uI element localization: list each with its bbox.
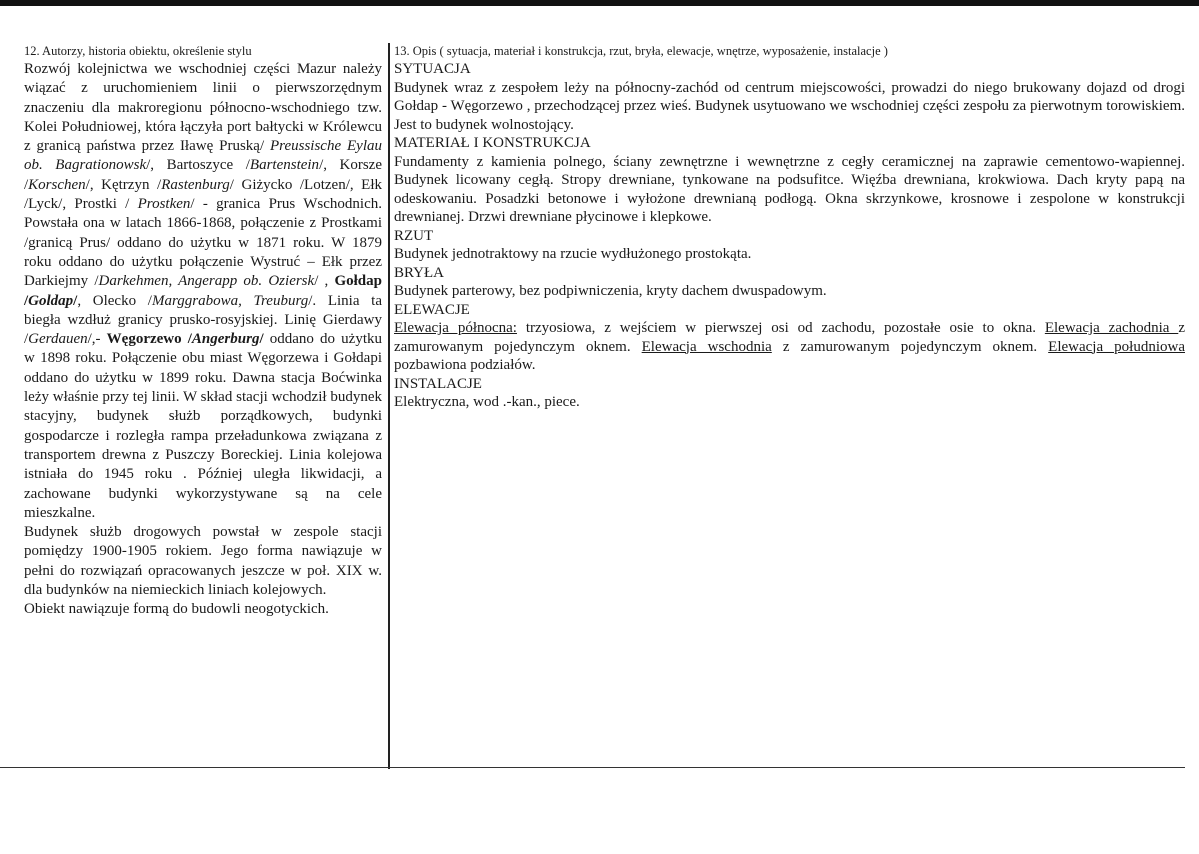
bottom-rule: [0, 767, 1185, 768]
text-run: /, Bartoszyce /: [146, 157, 250, 174]
place-name: Gerdauen: [28, 331, 88, 348]
place-name: Rastenburg: [161, 176, 230, 193]
section-text-material: Fundamenty z kamienia polnego, ściany zewnętrzne i wewnętrzne z cegły ceramicznej na zaprawie cementowo-wapiennej. Budynek licowany cegłą. Stropy drewniane, tynkowane na podsufitce. Więźba drewniana, krokwiowa. Dach kryty papą na odeskowaniu. Posadzki betonowe i wyłożone drewnianą podłogą. Okna skrzynkowe, krosnowe i zespolone w konstrukcji drewnianej. Drzwi drewniane płycinowe i klepkowe.: [394, 153, 1185, 225]
section-title-sytuacja: SYTUACJA: [394, 61, 471, 77]
text-run: / - granica Prus Wschodnich. Powstała ona w latach 1866-1868, połączenie z Prostkami /granicą Prus/ oddano do użytku w 1871 roku. W 1879 roku oddano do użytku połączenie Wystruć – Ełk przez Darkiejmy /: [24, 196, 382, 290]
bold-italic-place-name: Goldap: [28, 292, 74, 309]
elevation-south-label: Elewacja południowa: [1048, 338, 1185, 355]
text-run: trzyosiowa, z wejściem w pierwszej osi od zachodu, pozostałe osie to okna.: [516, 320, 1045, 336]
history-body: [24, 60, 382, 620]
text-run: z zamurowanym pojedynczym oknem.: [394, 320, 1185, 355]
section-title-instalacje: INSTALACJE: [394, 375, 482, 392]
text-run: /. Linia ta biegła wzdłuż granicy prusko-rosyjskiej. Linię Gierdawy /: [24, 292, 383, 348]
text-run: /, Korsze /: [24, 157, 382, 193]
bold-italic-place-name: Angerburg: [191, 331, 260, 348]
section-text-sytuacja: Budynek wraz z zespołem leży na północny-zachód od centrum miejscowości, prowadzi do niego brukowany dojazd od drogi Gołdap - Węgorzewo , przechodzącej przez wieś. Budynek usytuowano we wschodniej części zespołu za pierwotnym torowiskiem. Jest to budynek wolnostojący.: [394, 79, 1185, 133]
history-column: [24, 44, 382, 620]
place-name: Prostken: [137, 196, 191, 213]
place-name: Korschen: [28, 176, 86, 193]
section-title-bryla: BRYŁA: [394, 264, 445, 281]
elevation-north-label: Elewacja północna:: [394, 320, 517, 336]
history-paragraph-3: Obiekt nawiązuje formą do budowli neogotyckich.: [24, 601, 329, 618]
history-paragraph-2: Budynek służb drogowych powstał w zespole stacji pomiędzy 1900-1905 rokiem. Jego forma nawiązuje w pełni do rozwiązań opracowanych jeszcze w poł. XIX w. dla budynków na niemieckich liniach kolejowych.: [24, 524, 382, 599]
text-run: pozbawiona podziałów.: [394, 357, 536, 373]
text-run: /, Kętrzyn /: [85, 176, 162, 193]
bold-slash: /: [73, 292, 78, 309]
description-heading: 13. Opis ( sytuacja, materiał i konstrukcja, rzut, bryła, elewacje, wnętrze, wyposażenie, instalacje ): [394, 44, 888, 58]
section-title-rzut: RZUT: [394, 227, 434, 244]
section-text-bryla: Budynek parterowy, bez podpiwniczenia, kryty dachem dwuspadowym.: [394, 283, 827, 299]
place-name: Preussische Eylau ob. Bagrationowsk: [24, 138, 382, 174]
text-run: Rozwój kolejnictwa we wschodniej części Mazur należy wiązać z uruchomieniem linii o pierwszorzędnym znaczeniu dla makroregionu północno-wschodniego tzw. Kolei Południowej, która łączyła port bałtycki w Królewcu z granicą państwa przez Iławę Pruską/: [24, 61, 382, 155]
section-text-rzut: Budynek jednotraktowy na rzucie wydłużonego prostokąta.: [394, 246, 752, 262]
elevation-east-label: Elewacja wschodnia: [641, 338, 772, 355]
bold-place-name: Węgorzewo /: [106, 331, 192, 348]
history-heading: 12. Autorzy, historia obiektu, określenie stylu: [24, 44, 252, 58]
place-name: Darkehmen, Angerapp ob. Oziersk: [98, 273, 315, 290]
text-run: oddano do użytku w 1898 roku. Połączenie obu miast Węgorzewa i Gołdapi oddano do użytku w 1899 roku. Dawna stacja Boćwinka leży właśnie przy tej linii. W skład stacji wchodził budynek stacyjny, budynek służb porządkowych, budynki gospodarcze i rozległa rampa przeładunkowa związana z transportem drewna z Puszczy Boreckiej. Linia kolejowa istniała do 1945 roku . Później uległa likwidacji, a zachowane budynki wykorzystywane są na cele mieszkalne.: [24, 331, 382, 521]
section-text-instalacje: Elektryczna, wod .-kan., piece.: [394, 394, 580, 410]
text-run: z zamurowanym pojedynczym oknem.: [771, 338, 1038, 355]
place-name: Bartenstein: [249, 157, 320, 174]
section-text-elewacje: [394, 319, 1185, 375]
bold-slash: /: [259, 331, 264, 348]
elevation-west-label: Elewacja zachodnia: [1044, 320, 1179, 336]
text-run: , Olecko /: [77, 292, 152, 309]
column-divider: [388, 43, 390, 769]
section-title-material: MATERIAŁ I KONSTRUKCJA: [394, 135, 591, 151]
text-run: /,-: [87, 331, 107, 348]
history-paragraph-1: [24, 60, 382, 523]
description-column: [394, 44, 1185, 412]
text-run: / Giżycko /Lotzen/, Ełk /Lyck/, Prostki /: [24, 176, 382, 213]
scan-top-border: [0, 0, 1199, 6]
section-title-elewacje: ELEWACJE: [394, 301, 470, 318]
bold-place-name: Gołdap /: [24, 273, 382, 309]
text-run: / ,: [314, 273, 335, 290]
place-name: Marggrabowa, Treuburg: [151, 292, 309, 309]
